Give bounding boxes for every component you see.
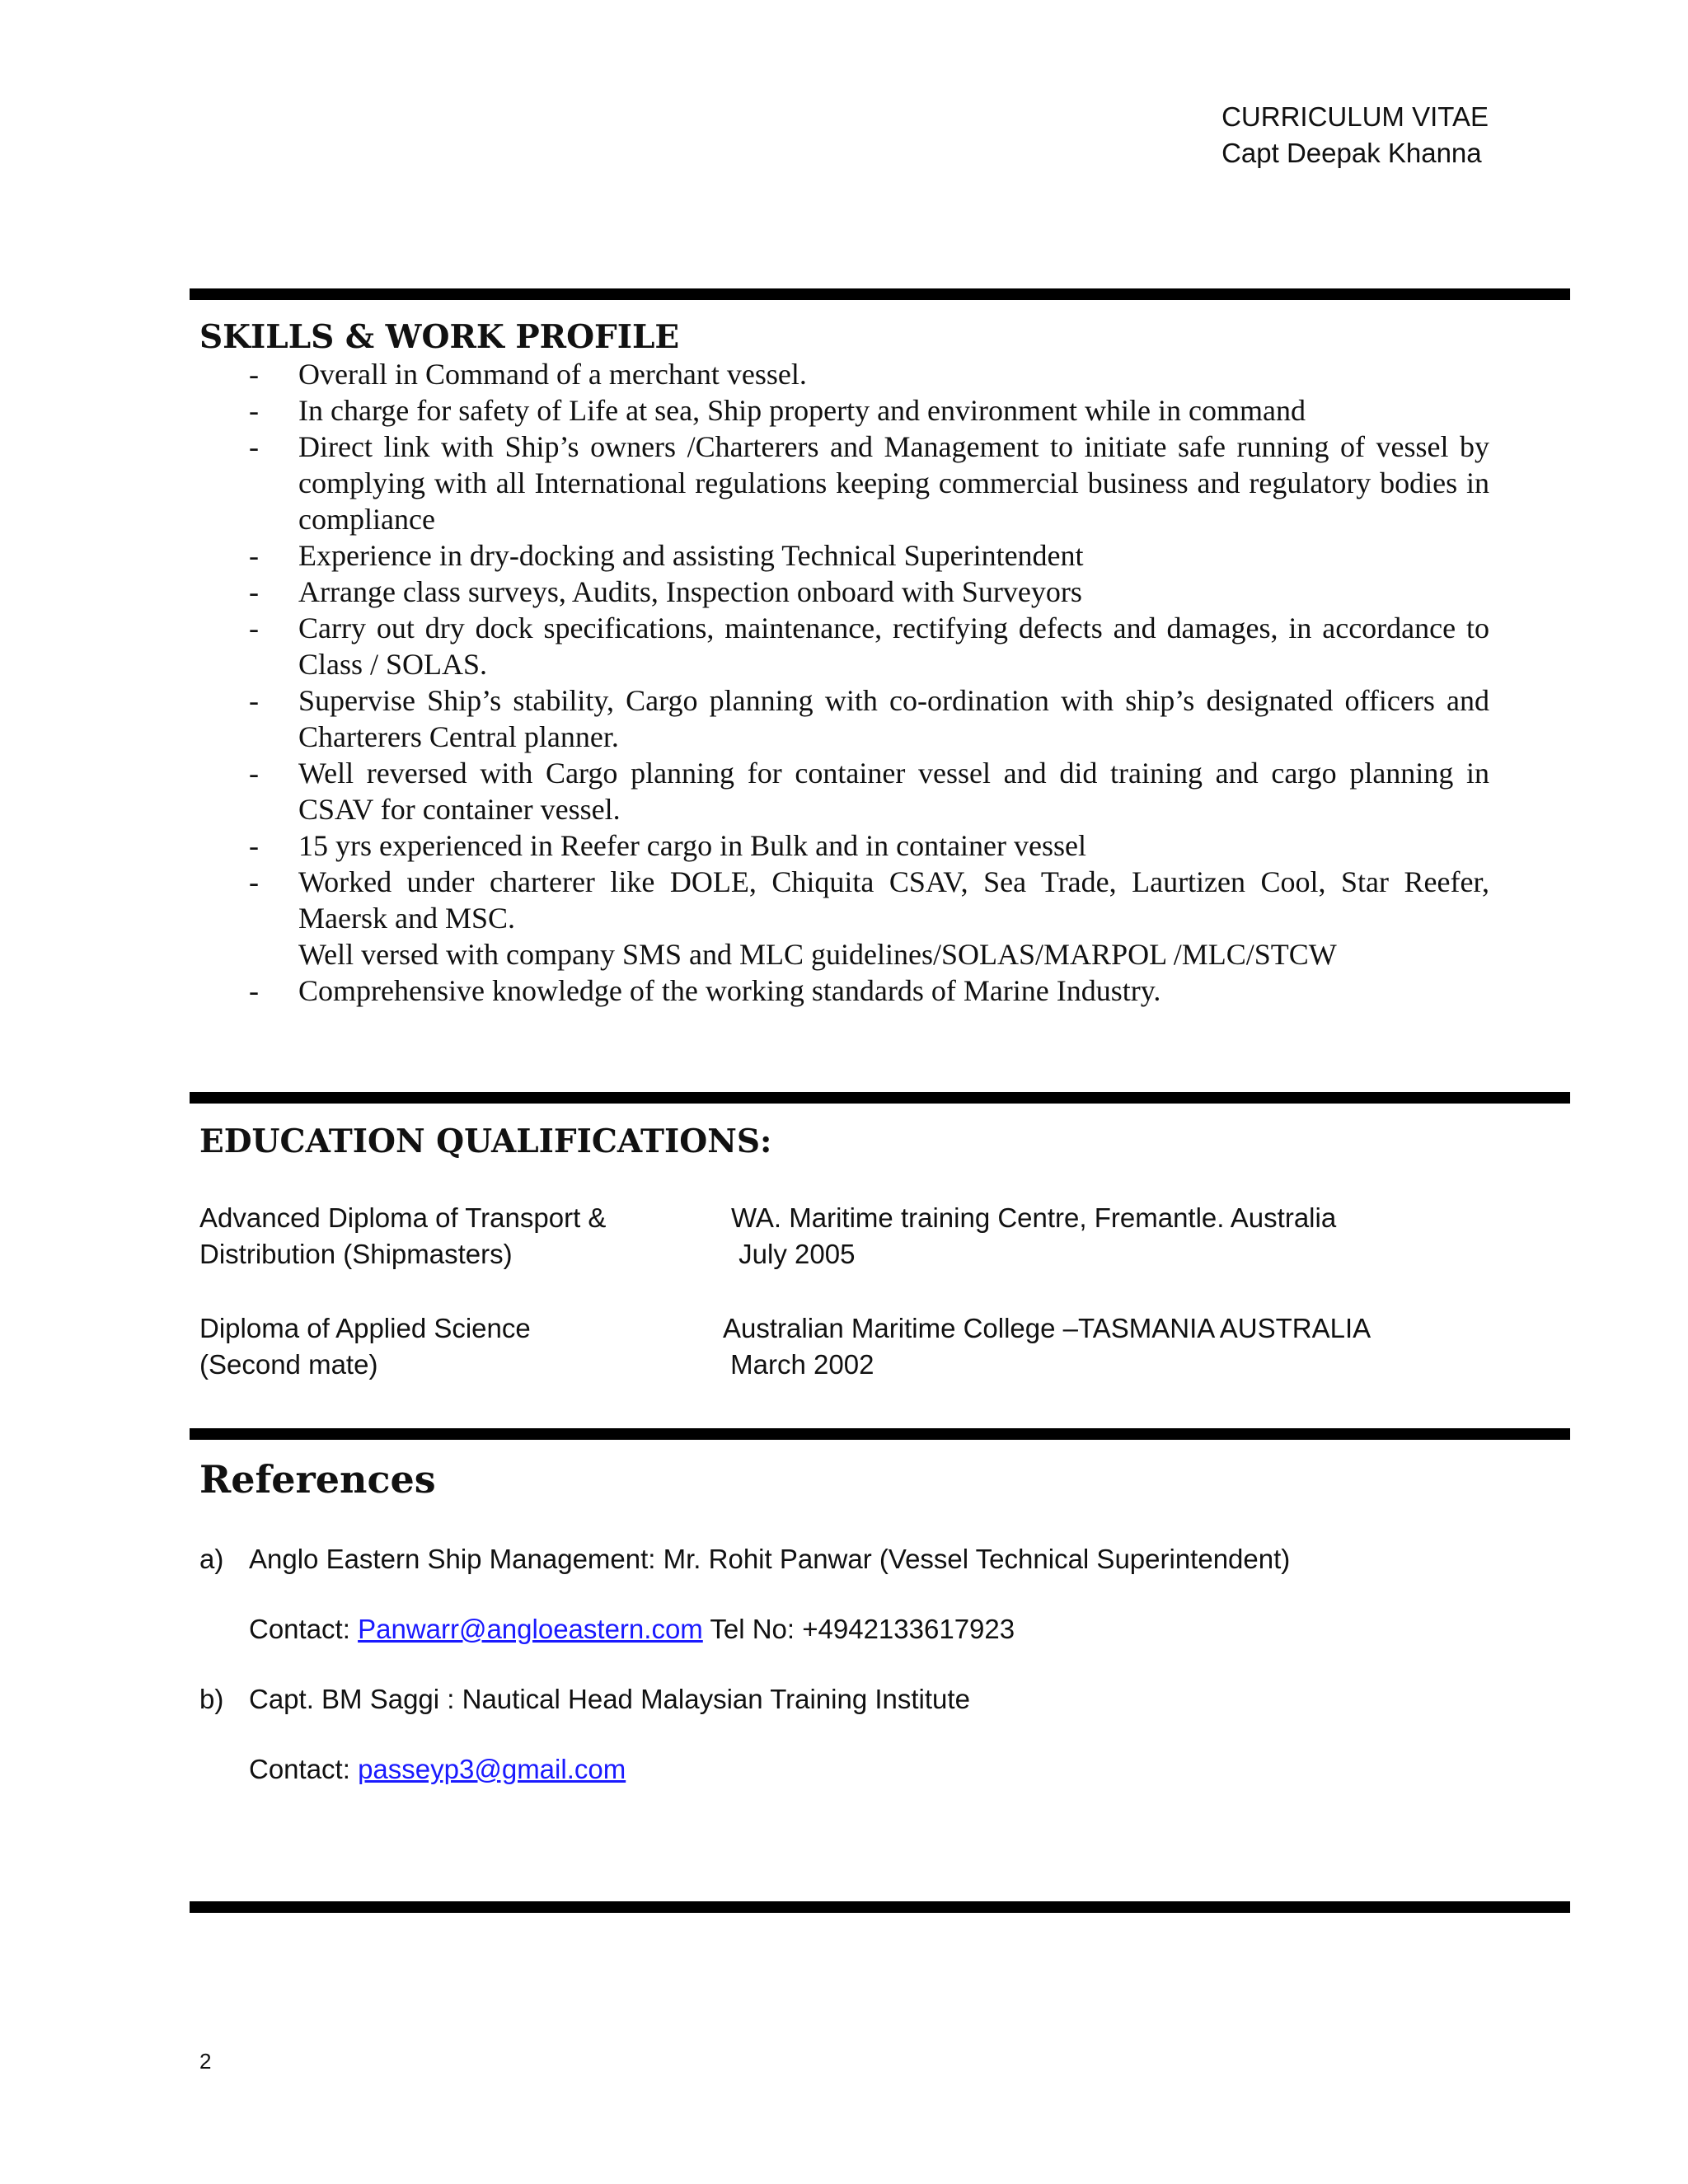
list-item: - In charge for safety of Life at sea, Ship property and environment while in command (249, 394, 1306, 427)
list-item: - Carry out dry dock specifications, maintenance, rectifying defects and damages, in accordance to Class / SOLAS. (249, 612, 1489, 681)
bullet-dash: - (249, 684, 259, 717)
candidate-name: Capt Deepak Khanna (1221, 138, 1482, 168)
institution: Australian Maritime College –TASMANIA AUSTRALIA March 2002 (723, 1313, 1372, 1380)
cv-title: CURRICULUM VITAE (1221, 101, 1489, 132)
list-item: - Direct link with Ship’s owners /Charterers and Management to initiate safe running of vessel by complying with all International regulations keeping commercial business and regulatory bodies in compliance (249, 430, 1489, 536)
list-item: - Experience in dry-docking and assisting Technical Superintendent (249, 539, 1084, 572)
list-item: - Worked under charterer like DOLE, Chiquita CSAV, Sea Trade, Laurtizen Cool, Star Reefer, Maersk and MSC. (249, 865, 1489, 935)
qualification: Diploma of Applied Science (Second mate) (199, 1313, 531, 1380)
bullet-dash: - (249, 974, 259, 1007)
section-divider (190, 1901, 1570, 1913)
list-item: - Well reversed with Cargo planning for container vessel and did training and cargo planning in CSAV for container vessel. (249, 757, 1489, 826)
institution: WA. Maritime training Centre, Fremantle. Australia July 2005 (731, 1202, 1337, 1269)
reference-text: Anglo Eastern Ship Management: Mr. Rohit Panwar (Vessel Technical Superintendent) (249, 1544, 1291, 1574)
list-item: - Comprehensive knowledge of the working standards of Marine Industry. (249, 974, 1161, 1007)
list-item: - Overall in Command of a merchant vessel. (249, 358, 807, 391)
list-item: - Supervise Ship’s stability, Cargo planning with co-ordination with ship’s designated officers and Charterers Central planner. (249, 684, 1489, 753)
section-divider (190, 288, 1570, 300)
skills-list (199, 356, 1489, 1009)
reference-contact: Contact: Panwarr@angloeastern.com Tel No: +4942133617923 (249, 1614, 1015, 1644)
section-divider (190, 1092, 1570, 1104)
bullet-dash: - (249, 865, 259, 898)
section-divider (190, 1428, 1570, 1440)
reference-item (199, 1681, 970, 1718)
bullet-dash: - (249, 829, 259, 862)
email-link[interactable]: passeyp3@gmail.com (358, 1754, 626, 1784)
list-item: - 15 yrs experienced in Reefer cargo in Bulk and in container vessel (249, 829, 1087, 862)
bullet-dash: - (249, 358, 259, 391)
list-item: - Arrange class surveys, Audits, Inspection onboard with Surveyors (249, 575, 1082, 608)
reference-text: Capt. BM Saggi : Nautical Head Malaysian Training Institute (249, 1684, 970, 1714)
bullet-dash: - (249, 394, 259, 427)
bullet-dash: - (249, 612, 259, 644)
list-item: Well versed with company SMS and MLC guidelines/SOLAS/MARPOL /MLC/STCW (298, 938, 1337, 971)
page-number: 2 (199, 2049, 212, 2074)
email-link[interactable]: Panwarr@angloeastern.com (358, 1614, 703, 1644)
bullet-dash: - (249, 539, 259, 572)
skills-section-title: SKILLS & WORK PROFILE (199, 318, 680, 356)
reference-marker: a) (199, 1544, 224, 1574)
bullet-dash: - (249, 430, 259, 463)
reference-item (199, 1541, 1290, 1577)
bullet-dash: - (249, 757, 259, 790)
document-header (1221, 99, 1489, 171)
education-section-title: EDUCATION QUALIFICATIONS: (199, 1122, 772, 1160)
bullet-dash: - (249, 575, 259, 608)
references-section-title: References (199, 1457, 436, 1502)
qualification: Advanced Diploma of Transport & Distribution (Shipmasters) (199, 1202, 607, 1269)
reference-marker: b) (199, 1684, 224, 1714)
reference-contact: Contact: passeyp3@gmail.com (249, 1754, 626, 1784)
